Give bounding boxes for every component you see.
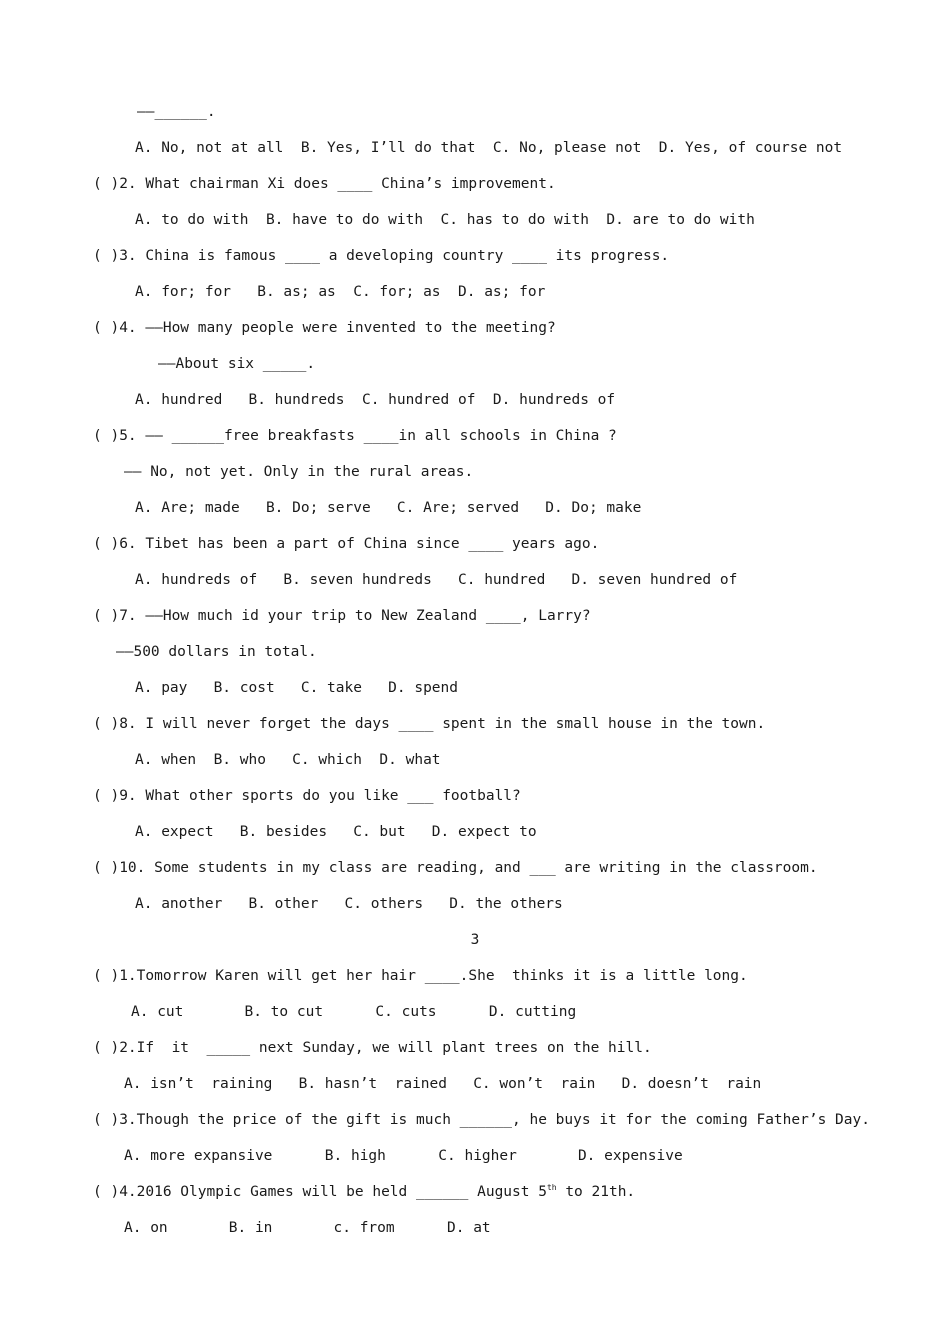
section3-options-q3: A. more expansive B. high C. higher D. expensive (124, 1148, 683, 1164)
options-q10: A. another B. other C. others D. the others (135, 896, 563, 912)
q4-text-before: ( )4.2016 Olympic Games will be held ______ August 5 (93, 1184, 547, 1200)
options-q3: A. for; for B. as; as C. for; as D. as; for (135, 284, 546, 300)
prev-question-answer-blank: ——______. (137, 104, 216, 120)
options-q1: A. No, not at all B. Yes, I’ll do that C. No, please not D. Yes, of course not (135, 140, 843, 156)
question-9: ( )9. What other sports do you like ___ football? (93, 788, 521, 804)
q4-text-after: to 21th. (556, 1184, 636, 1200)
question-7: ( )7. ——How much id your trip to New Zealand ____, Larry? (93, 608, 591, 624)
options-q6: A. hundreds of B. seven hundreds C. hundred D. seven hundred of (135, 572, 738, 588)
question-3: ( )3. China is famous ____ a developing country ____ its progress. (93, 248, 670, 264)
section-number: 3 (470, 932, 480, 948)
question-4: ( )4. ——How many people were invented to the meeting? (93, 320, 556, 336)
options-q5: A. Are; made B. Do; serve C. Are; served D. Do; make (135, 500, 642, 516)
section3-options-q4: A. on B. in c. from D. at (124, 1220, 491, 1236)
question-5: ( )5. —— ______free breakfasts ____in all schools in China ? (93, 428, 617, 444)
section3-question-4 (93, 1182, 635, 1202)
options-q2: A. to do with B. have to do with C. has to do with D. are to do with (135, 212, 755, 228)
options-q8: A. when B. who C. which D. what (135, 752, 441, 768)
section3-question-1: ( )1.Tomorrow Karen will get her hair ____.She thinks it is a little long. (93, 968, 748, 984)
question-6: ( )6. Tibet has been a part of China since ____ years ago. (93, 536, 600, 552)
section3-question-3: ( )3.Though the price of the gift is much ______, he buys it for the coming Father’s Day. (93, 1112, 870, 1128)
question-4-reply: ——About six _____. (158, 356, 316, 372)
question-5-reply: —— No, not yet. Only in the rural areas. (124, 464, 474, 480)
question-2: ( )2. What chairman Xi does ____ China’s improvement. (93, 176, 556, 192)
question-8: ( )8. I will never forget the days ____ spent in the small house in the town. (93, 716, 766, 732)
question-10: ( )10. Some students in my class are reading, and ___ are writing in the classroom. (93, 860, 818, 876)
options-q9: A. expect B. besides C. but D. expect to (135, 824, 537, 840)
question-7-reply: ——500 dollars in total. (116, 644, 317, 660)
section3-options-q2: A. isn’t raining B. hasn’t rained C. won’t rain D. doesn’t rain (124, 1076, 762, 1092)
q4-ordinal-suffix: th (546, 1183, 557, 1193)
options-q7: A. pay B. cost C. take D. spend (135, 680, 459, 696)
section3-question-2: ( )2.If it _____ next Sunday, we will plant trees on the hill. (93, 1040, 652, 1056)
section3-options-q1: A. cut B. to cut C. cuts D. cutting (131, 1004, 577, 1020)
options-q4: A. hundred B. hundreds C. hundred of D. hundreds of (135, 392, 616, 408)
